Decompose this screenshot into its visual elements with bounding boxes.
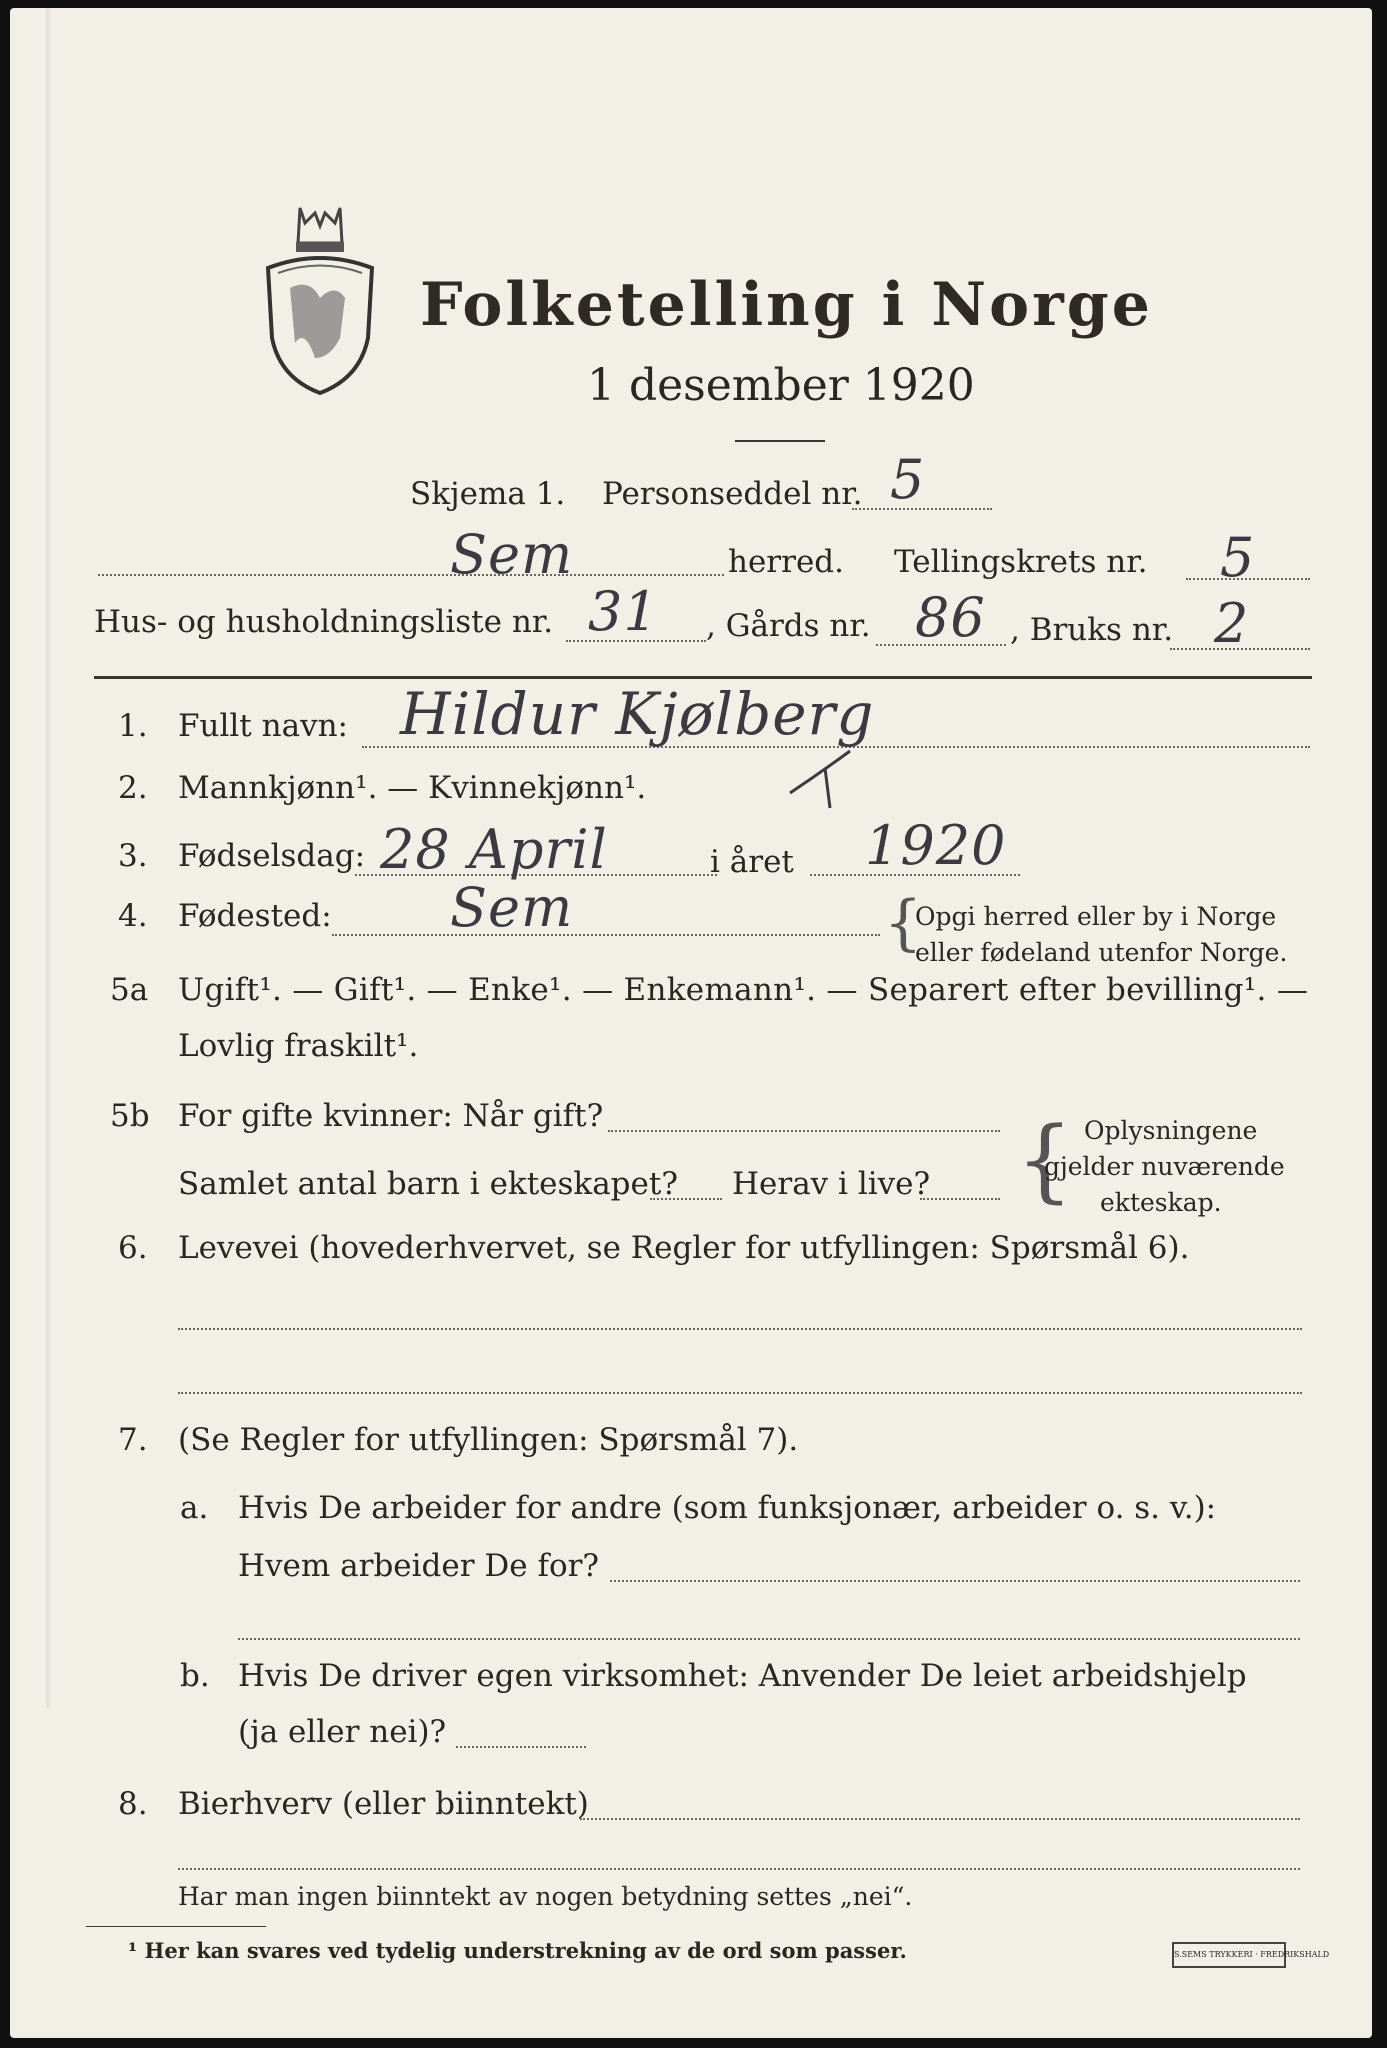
side-income-note: Har man ingen biinntekt av nogen betydning settes „nei“. bbox=[178, 1882, 913, 1911]
q7-number: 7. bbox=[118, 1422, 148, 1458]
side-income-line-2 bbox=[178, 1868, 1300, 1870]
married-when-line bbox=[608, 1130, 1000, 1132]
marital-options: Ugift¹. — Gift¹. — Enke¹. — Enkemann¹. — Separert efter bevilling¹. — bbox=[178, 972, 1309, 1008]
herred-line bbox=[98, 574, 724, 576]
year-label: i året bbox=[710, 844, 794, 880]
q7b-letter: b. bbox=[180, 1658, 210, 1694]
q1-number: 1. bbox=[118, 708, 148, 744]
coat-of-arms-icon bbox=[260, 198, 380, 398]
hired-help-line bbox=[456, 1746, 586, 1748]
married-when-label: For gifte kvinner: Når gift? bbox=[178, 1098, 604, 1134]
q5b-note-1: Oplysningene bbox=[1084, 1116, 1258, 1145]
q4-number: 4. bbox=[118, 898, 148, 934]
herred-label: herred. bbox=[728, 544, 844, 580]
tellingskrets-label: Tellingskrets nr. bbox=[894, 544, 1148, 580]
tellingskrets-value: 5 bbox=[1220, 526, 1256, 589]
census-form bbox=[10, 8, 1372, 2038]
bruks-label: , Bruks nr. bbox=[1010, 612, 1174, 648]
alive-line bbox=[920, 1198, 1000, 1200]
alive-label: Herav i live? bbox=[732, 1166, 931, 1202]
q7a-letter: a. bbox=[180, 1490, 209, 1526]
q2-number: 2. bbox=[118, 770, 148, 806]
gards-value: 86 bbox=[915, 586, 986, 649]
q4-note-1: Opgi herred eller by i Norge bbox=[915, 902, 1277, 931]
marital-options-2: Lovlig fraskilt¹. bbox=[178, 1028, 419, 1064]
q6-number: 6. bbox=[118, 1230, 148, 1266]
form-date: 1 desember 1920 bbox=[587, 360, 975, 411]
brace: { bbox=[1016, 1108, 1074, 1213]
q7a-question: Hvis De arbeider for andre (som funksjonær, arbeider o. s. v.): bbox=[238, 1490, 1217, 1526]
selection-mark bbox=[780, 743, 870, 813]
title-rule bbox=[735, 440, 825, 442]
q3-number: 3. bbox=[118, 838, 148, 874]
q7-label: (Se Regler for utfyllingen: Spørsmål 7). bbox=[178, 1422, 799, 1458]
q5b-note-3: ekteskap. bbox=[1100, 1188, 1222, 1217]
footnote: ¹ Her kan svares ved tydelig understrekning av de ord som passer. bbox=[128, 1938, 907, 1963]
children-label: Samlet antal barn i ekteskapet? bbox=[178, 1166, 678, 1202]
bruks-value: 2 bbox=[1214, 592, 1250, 655]
birthplace-line bbox=[332, 934, 880, 936]
brace: { bbox=[884, 888, 923, 958]
q3-label: Fødselsdag: bbox=[178, 838, 366, 874]
occupation-line-2 bbox=[178, 1392, 1302, 1394]
full-name-value: Hildur Kjølberg bbox=[400, 680, 875, 748]
q5b-number: 5b bbox=[110, 1098, 150, 1134]
q4-note-2: eller fødeland utenfor Norge. bbox=[915, 938, 1288, 967]
occupation-line-1 bbox=[178, 1328, 1302, 1330]
personseddel-value: 5 bbox=[890, 448, 926, 511]
birth-year-value: 1920 bbox=[865, 814, 1007, 877]
q8-number: 8. bbox=[118, 1786, 148, 1822]
printer-mark: S.SEMS TRYKKERI · FREDRIKSHALD bbox=[1172, 1942, 1286, 1968]
side-income-label: Bierhverv (eller biinntekt) bbox=[178, 1786, 589, 1822]
children-line bbox=[650, 1198, 722, 1200]
hired-help-label: (ja eller nei)? bbox=[238, 1714, 447, 1750]
employer-line-2 bbox=[238, 1638, 1300, 1640]
form-title: Folketelling i Norge bbox=[420, 270, 1153, 340]
household-label: Hus- og husholdningsliste nr. bbox=[94, 604, 554, 640]
occupation-label: Levevei (hovederhvervet, se Regler for utfyllingen: Spørsmål 6). bbox=[178, 1230, 1190, 1266]
q5b-note-2: gjelder nuværende bbox=[1044, 1152, 1285, 1181]
q5a-number: 5a bbox=[110, 972, 149, 1008]
q2-label: Mannkjønn¹. — Kvinnekjønn¹. bbox=[178, 770, 647, 806]
gards-label: , Gårds nr. bbox=[706, 608, 871, 644]
q4-label: Fødested: bbox=[178, 898, 332, 934]
employer-label: Hvem arbeider De for? bbox=[238, 1548, 600, 1584]
footnote-rule bbox=[86, 1926, 266, 1927]
herred-value: Sem bbox=[450, 523, 574, 586]
birthday-value: 28 April bbox=[380, 818, 608, 881]
paper-fold bbox=[46, 8, 52, 1708]
q1-label: Fullt navn: bbox=[178, 708, 348, 744]
header-rule bbox=[94, 676, 1312, 679]
employer-line bbox=[610, 1580, 1300, 1582]
schema-label: Skjema 1. bbox=[410, 476, 566, 512]
side-income-line bbox=[580, 1818, 1300, 1820]
q7b-question: Hvis De driver egen virksomhet: Anvender De leiet arbeidshjelp bbox=[238, 1658, 1247, 1694]
household-value: 31 bbox=[588, 580, 659, 643]
birthplace-value: Sem bbox=[450, 876, 574, 939]
personseddel-label: Personseddel nr. bbox=[602, 476, 863, 512]
